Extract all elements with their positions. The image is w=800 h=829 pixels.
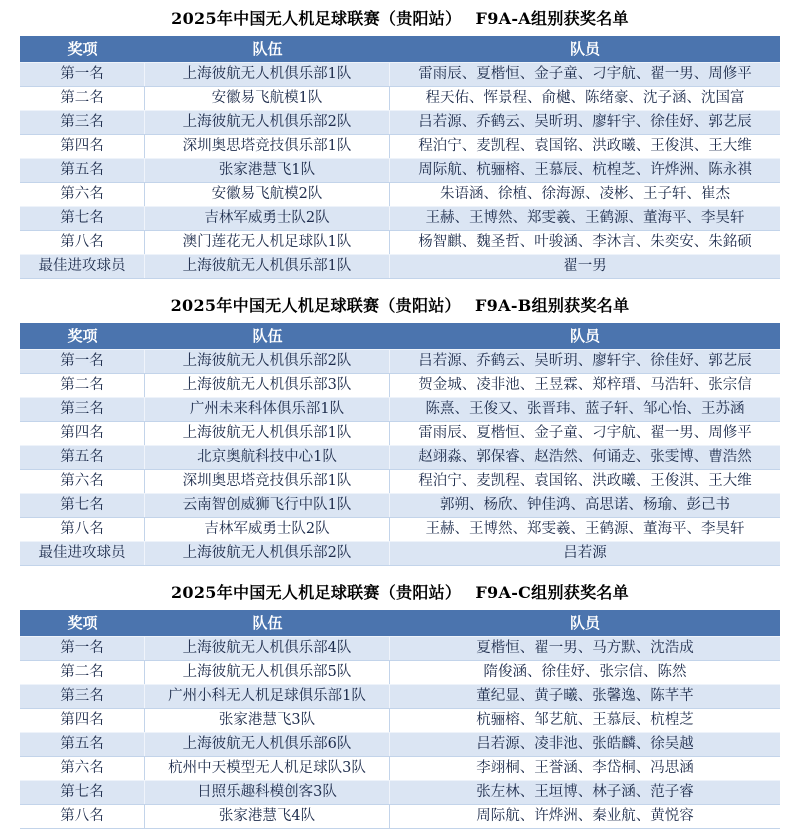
table-title: 2025年中国无人机足球联赛（贵阳站） F9A-C组别获奖名单 <box>171 583 629 602</box>
award-cell: 第六名 <box>20 757 145 780</box>
table-row <box>20 421 780 445</box>
award-cell: 第五名 <box>20 733 145 756</box>
table-body <box>20 349 780 565</box>
award-cell: 第二名 <box>20 661 145 684</box>
table-row <box>20 397 780 421</box>
award-cell: 第七名 <box>20 494 145 517</box>
award-table-block-f9a-b <box>20 293 780 566</box>
table-row <box>20 780 780 804</box>
table-header-row <box>20 36 780 62</box>
table-row <box>20 182 780 206</box>
team-cell: 北京奥航科技中心1队 <box>145 446 390 469</box>
award-cell: 第六名 <box>20 183 145 206</box>
team-cell: 上海彼航无人机俱乐部1队 <box>145 63 390 86</box>
players-cell: 杨智麒、魏圣哲、叶骏涵、李沐言、朱奕安、朱銘硕 <box>418 234 752 250</box>
award-cell: 第五名 <box>20 446 145 469</box>
team-cell: 安徽易飞航模2队 <box>145 183 390 206</box>
table-row <box>20 660 780 684</box>
award-cell: 第六名 <box>20 470 145 493</box>
award-cell: 第一名 <box>20 63 145 86</box>
team-cell: 上海彼航无人机俱乐部3队 <box>145 374 390 397</box>
players-cell: 程泊宁、麦凯程、袁国铭、洪政曦、王俊淇、王大维 <box>418 138 752 154</box>
award-cell: 第一名 <box>20 350 145 373</box>
team-cell: 上海彼航无人机俱乐部1队 <box>145 422 390 445</box>
players-cell: 王赫、王博然、郑雯羲、王鹤源、董海平、李昊轩 <box>425 521 745 537</box>
players-cell: 吕若源、乔鹤云、吴昕玥、廖轩宇、徐佳妤、郭艺辰 <box>418 114 752 130</box>
column-header: 奖项 <box>67 327 98 345</box>
team-cell: 上海彼航无人机俱乐部2队 <box>145 542 390 565</box>
column-header: 队伍 <box>252 614 283 632</box>
award-cell: 最佳进攻球员 <box>20 542 145 565</box>
award-table <box>20 36 780 279</box>
table-header-row <box>20 323 780 349</box>
players-cell: 隋俊涵、徐佳妤、张宗信、陈然 <box>483 664 687 680</box>
award-cell: 第一名 <box>20 637 145 660</box>
table-row <box>20 62 780 86</box>
column-header: 奖项 <box>67 614 98 632</box>
table-row <box>20 756 780 780</box>
column-header: 队员 <box>569 614 600 632</box>
table-row <box>20 684 780 708</box>
table-header-row <box>20 610 780 636</box>
award-table <box>20 323 780 566</box>
players-cell: 董纪显、黄子曦、张馨逸、陈芊芊 <box>476 688 694 704</box>
table-row <box>20 541 780 565</box>
table-row <box>20 469 780 493</box>
team-cell: 张家港慧飞4队 <box>145 805 390 828</box>
team-cell: 广州未来科体俱乐部1队 <box>145 398 390 421</box>
column-header: 队员 <box>569 327 600 345</box>
award-cell: 第四名 <box>20 709 145 732</box>
team-cell: 广州小科无人机足球俱乐部1队 <box>145 685 390 708</box>
award-cell: 第二名 <box>20 374 145 397</box>
players-cell: 朱语涵、徐植、徐海源、凌彬、王子轩、崔杰 <box>440 186 730 202</box>
table-row <box>20 110 780 134</box>
team-cell: 安徽易飞航模1队 <box>145 87 390 110</box>
table-row <box>20 636 780 660</box>
table-row <box>20 134 780 158</box>
column-header: 队伍 <box>252 327 283 345</box>
players-cell: 周际航、许烨洲、秦业航、黄悦容 <box>476 808 694 824</box>
table-row <box>20 517 780 541</box>
table-row <box>20 493 780 517</box>
table-title: 2025年中国无人机足球联赛（贵阳站） F9A-A组别获奖名单 <box>171 9 629 28</box>
team-cell: 张家港慧飞3队 <box>145 709 390 732</box>
award-cell: 第二名 <box>20 87 145 110</box>
team-cell: 云南智创威狮飞行中队1队 <box>145 494 390 517</box>
team-cell: 杭州中天模型无人机足球队3队 <box>145 757 390 780</box>
players-cell: 程天佑、恽景程、俞樾、陈绪豪、沈子涵、沈国富 <box>425 90 745 106</box>
award-table <box>20 610 780 829</box>
column-header: 队伍 <box>252 40 283 58</box>
table-row <box>20 230 780 254</box>
team-cell: 深圳奥思塔竞技俱乐部1队 <box>145 135 390 158</box>
table-body <box>20 62 780 278</box>
team-cell: 张家港慧飞1队 <box>145 159 390 182</box>
team-cell: 吉林军威勇士队2队 <box>145 207 390 230</box>
players-cell: 翟一男 <box>563 258 607 274</box>
players-cell: 周际航、杭骊榕、王慕辰、杭楻芝、许烨洲、陈永祺 <box>418 162 752 178</box>
table-row <box>20 373 780 397</box>
award-cell: 第八名 <box>20 231 145 254</box>
team-cell: 上海彼航无人机俱乐部1队 <box>145 255 390 278</box>
team-cell: 深圳奥思塔竞技俱乐部1队 <box>145 470 390 493</box>
team-cell: 澳门莲花无人机足球队1队 <box>145 231 390 254</box>
team-cell: 上海彼航无人机俱乐部4队 <box>145 637 390 660</box>
players-cell: 雷雨辰、夏楷恒、金子童、刁宇航、翟一男、周修平 <box>418 66 752 82</box>
players-cell: 夏楷恒、翟一男、马方默、沈浩成 <box>476 640 694 656</box>
team-cell: 上海彼航无人机俱乐部6队 <box>145 733 390 756</box>
award-cell: 最佳进攻球员 <box>20 255 145 278</box>
team-cell: 吉林军威勇士队2队 <box>145 518 390 541</box>
column-header: 奖项 <box>67 40 98 58</box>
table-row <box>20 445 780 469</box>
players-cell: 吕若源、乔鹤云、吴昕玥、廖轩宇、徐佳妤、郭艺辰 <box>418 353 752 369</box>
award-cell: 第八名 <box>20 805 145 828</box>
team-cell: 上海彼航无人机俱乐部5队 <box>145 661 390 684</box>
players-cell: 程泊宁、麦凯程、袁国铭、洪政曦、王俊淇、王大维 <box>418 473 752 489</box>
players-cell: 李翊桐、王誉涵、李岱桐、冯思涵 <box>476 760 694 776</box>
table-row <box>20 708 780 732</box>
table-row <box>20 158 780 182</box>
table-body <box>20 636 780 828</box>
award-table-block-f9a-a <box>20 6 780 279</box>
players-cell: 贺金城、凌非池、王昱霖、郑梓瑨、马浩轩、张宗信 <box>418 377 752 393</box>
table-row <box>20 804 780 828</box>
table-title: 2025年中国无人机足球联赛（贵阳站） F9A-B组别获奖名单 <box>170 296 630 315</box>
players-cell: 赵翊淼、郭保睿、赵浩然、何诵赱、张雯博、曹浩然 <box>418 449 752 465</box>
award-cell: 第四名 <box>20 135 145 158</box>
award-cell: 第三名 <box>20 685 145 708</box>
award-cell: 第七名 <box>20 207 145 230</box>
team-cell: 上海彼航无人机俱乐部2队 <box>145 350 390 373</box>
players-cell: 王赫、王博然、郑雯羲、王鹤源、董海平、李昊轩 <box>425 210 745 226</box>
table-row <box>20 86 780 110</box>
award-cell: 第三名 <box>20 398 145 421</box>
award-cell: 第五名 <box>20 159 145 182</box>
players-cell: 雷雨辰、夏楷恒、金子童、刁宇航、翟一男、周修平 <box>418 425 752 441</box>
award-cell: 第八名 <box>20 518 145 541</box>
table-row <box>20 254 780 278</box>
award-cell: 第四名 <box>20 422 145 445</box>
players-cell: 陈熹、王俊又、张晋玮、蓝子轩、邹心怡、王苏涵 <box>425 401 745 417</box>
award-cell: 第七名 <box>20 781 145 804</box>
players-cell: 吕若源、凌非池、张皓麟、徐吴越 <box>476 736 694 752</box>
players-cell: 吕若源 <box>563 545 607 561</box>
table-row <box>20 732 780 756</box>
team-cell: 日照乐趣科模创客3队 <box>145 781 390 804</box>
table-row <box>20 349 780 373</box>
players-cell: 杭骊榕、邹艺航、王慕辰、杭楻芝 <box>476 712 694 728</box>
table-row <box>20 206 780 230</box>
award-table-block-f9a-c <box>20 580 780 829</box>
award-cell: 第三名 <box>20 111 145 134</box>
players-cell: 郭朔、杨欣、钟佳鸿、高思诺、杨瑜、彭己书 <box>440 497 730 513</box>
team-cell: 上海彼航无人机俱乐部2队 <box>145 111 390 134</box>
players-cell: 张左林、王垣博、林子涵、范子睿 <box>476 784 694 800</box>
column-header: 队员 <box>569 40 600 58</box>
